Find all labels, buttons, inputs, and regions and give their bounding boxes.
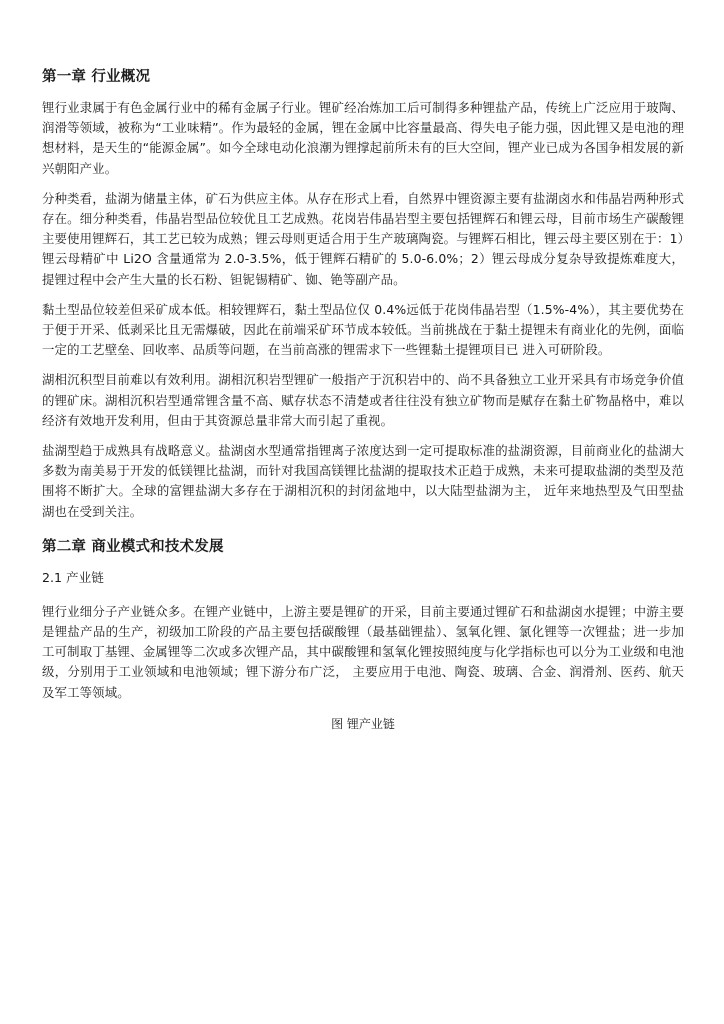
section-2-1-title: 2.1 产业链 [42, 569, 104, 585]
paragraph-industry-chain: 锂行业细分子产业链众多。在锂产业链中，上游主要是锂矿的开采，目前主要通过锂矿石和盐湖卤水提锂；中游主要是锂盐产品的生产，初级加工阶段的产品主要包括碳酸锂（最基础锂盐）、氢氧化锂、氯化锂等一次锂盐；进一步加工可制取丁基锂、金属锂等二次或多次锂产品，其中碳酸锂和氢氧化锂按照纯度与化学指标也可以分为工业级和电池级，分别用于工业领域和电池领域；锂下游分布广泛， 主要应用于电池、陶瓷、玻璃、合金、润滑剂、医药、航天及军工等领域。 [42, 603, 684, 700]
paragraph-lacustrine-sedimentary: 湖相沉积型目前难以有效利用。湖相沉积岩型锂矿一般指产于沉积岩中的、尚不具备独立工业开采具有市场竞争价值的锂矿床。湖相沉积岩型通常锂含量不高、赋存状态不清楚或者往往没有独立矿物而是赋存在黏土矿物晶格中，难以经济有效地开发利用，但由于其资源总量非常大而引起了重视。 [42, 372, 684, 428]
chapter-2-title: 第二章 商业模式和技术发展 [42, 538, 224, 555]
paragraph-resource-types: 分种类看，盐湖为储量主体，矿石为供应主体。从存在形式上看，自然界中锂资源主要有盐湖卤水和伟晶岩两种形式存在。细分种类看，伟晶岩型品位较优且工艺成熟。花岗岩伟晶岩型主要包括锂辉石和锂云母，目前市场生产碳酸锂主要使用锂辉石，其工艺已较为成熟；锂云母则更适合用于生产玻璃陶瓷。与锂辉石相比，锂云母主要区别在于：1）锂云母精矿中 Li2O 含量通常为 2.0-3.5%，低于锂辉石精矿的 5.0-6.0%；2）锂云母成分复杂导致提炼难度大，提锂过程中会产生大量的长石粉、钽铌锡精矿、铷、铯等副产品。 [42, 190, 684, 287]
figure-caption: 图 锂产业链 [331, 716, 395, 731]
paragraph-clay-type: 黏土型品位较差但采矿成本低。相较锂辉石，黏土型品位仅 0.4%远低于花岗伟晶岩型（1.5%-4%），其主要优势在于便于开采、低剥采比且无需爆破，因此在前端采矿环节成本较低。当前挑战在于黏土提锂未有商业化的先例，面临一定的工艺壁垒、回收率、品质等问题，在当前高涨的锂需求下一些锂黏土提锂项目已 进入可研阶段。 [42, 301, 684, 358]
chapter-1-title: 第一章 行业概况 [42, 69, 151, 85]
paragraph-salt-lake: 盐湖型趋于成熟具有战略意义。盐湖卤水型通常指锂离子浓度达到一定可提取标准的盐湖资源，目前商业化的盐湖大多数为南美易于开发的低镁锂比盐湖，而针对我国高镁锂比盐湖的提取技术正趋于成熟，未来可提取盐湖的类型及范围将不断扩大。全球的富锂盐湖大多存在于湖相沉积的封闭盆地中，以大陆型盐湖为主， 近年来地热型及气田型盐湖也在受到关注。 [42, 443, 684, 519]
paragraph-industry-overview: 锂行业隶属于有色金属行业中的稀有金属子行业。锂矿经冶炼加工后可制得多种锂盐产品，传统上广泛应用于玻陶、润滑等领域，被称为“工业味精”。作为最轻的金属，锂在金属中比容量最高、得失电子能力强，因此锂又是电池的理想材料，是天生的“能源金属”。如今全球电动化浪潮为锂撑起前所未有的巨大空间，锂产业已成为各国争相发展的新兴朝阳产业。 [42, 100, 684, 176]
